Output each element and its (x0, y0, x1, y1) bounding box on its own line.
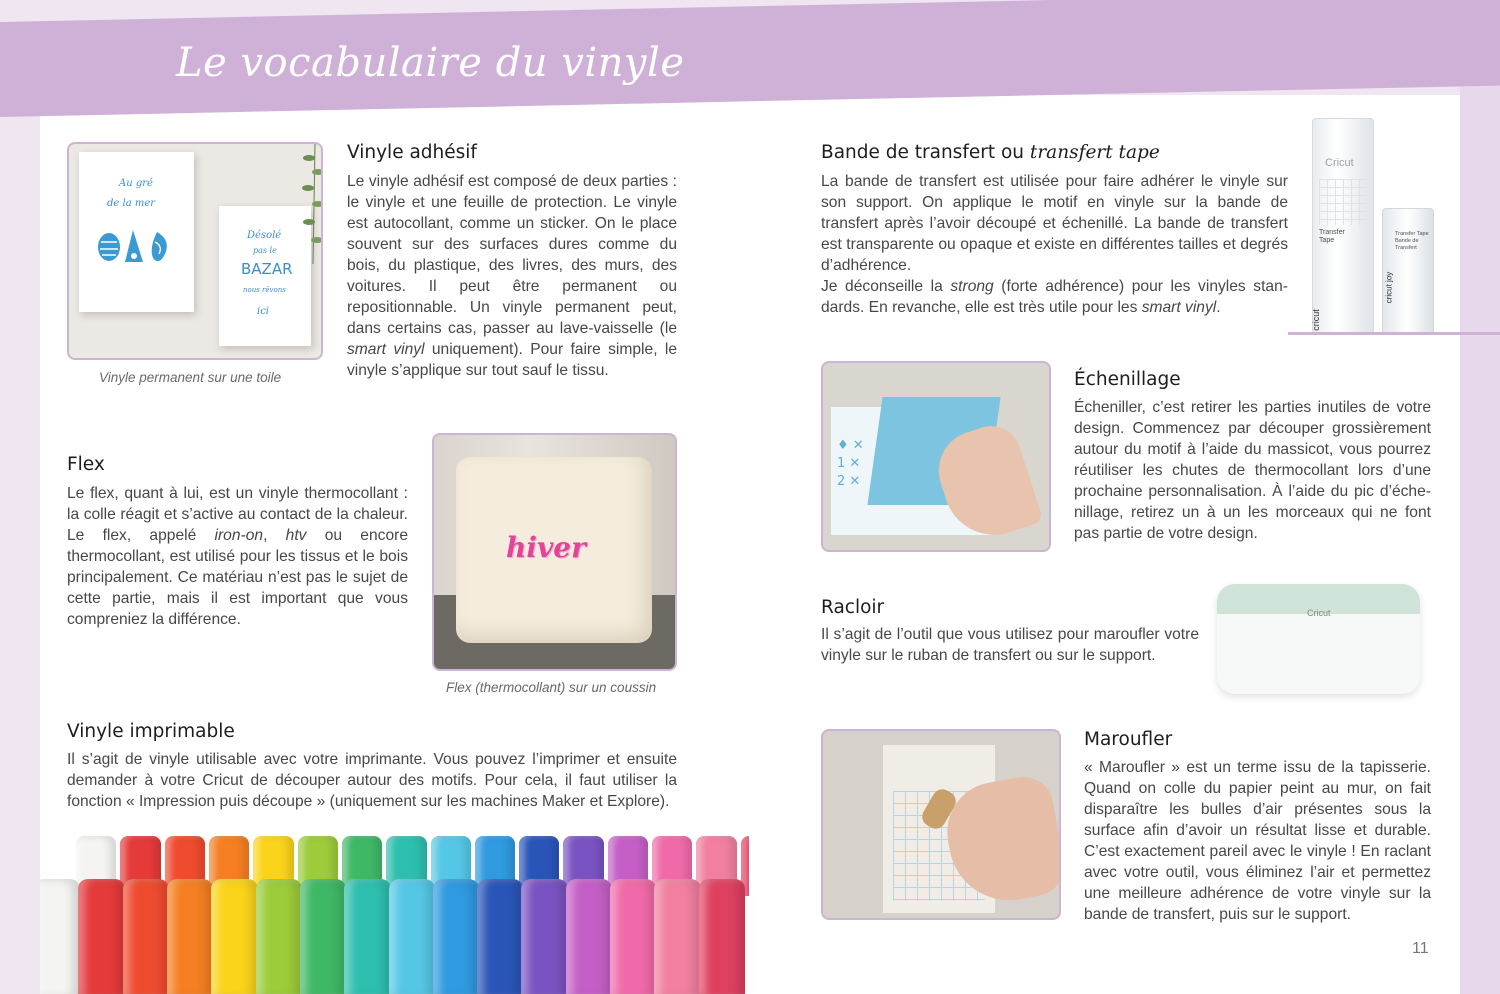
heading-maroufler: Maroufler (1084, 729, 1173, 750)
heading-bande-transfert (821, 142, 1160, 163)
transfer-tape-box-side: cricut (1310, 309, 1321, 331)
vinyl-roll-front (300, 879, 346, 994)
transfer-tape-divider (1288, 332, 1500, 335)
transfer-tape-product-photo (1300, 112, 1460, 334)
canvas-right-line4: nous rêvons (243, 286, 286, 294)
vinyl-roll-front (566, 879, 612, 994)
text-vinyle-imprimable: Il s’agit de vinyle utilisable avec votre imprimante. Vous pouvez l’imprimer et ensuite demander à votre Cricut de découper autour des motifs. Pour cela, il faut utiliser la fonction « Impression puis découpe » (uniquement sur les machines Maker et Explore). (67, 751, 677, 810)
vinyl-roll-front (78, 879, 124, 994)
transfer-tape-box-small-side: cricut joy (1384, 271, 1394, 304)
vinyl-roll-front (654, 879, 700, 994)
heading-vinyle-adhesif: Vinyle adhésif (347, 142, 477, 163)
text-flex: Le flex, quant à lui, est un vinyle thermocollant : la colle réagit et s’active au contact de la chaleur. Le flex, appelé iron-on, htv ou encore thermocollant, est utilisé pour les tissus et le bois principalement. Ce matériau n’est pas le sujet de cette partie, mais il est important que vous compreniez la différence. (67, 485, 408, 628)
vinyl-roll-front (40, 879, 80, 994)
transfer-tape-box-large (1312, 118, 1374, 334)
scraper-brand: Cricut (1307, 608, 1331, 618)
page-number: 11 (1412, 940, 1429, 957)
heading-bande-transfert-part1: Bande de transfert ou (821, 142, 1030, 163)
vinyl-roll-front (477, 879, 523, 994)
canvas-right (219, 206, 311, 346)
transfer-tape-box-grid (1319, 179, 1367, 225)
vinyl-roll-front (211, 879, 257, 994)
transfer-tape-box-small-label: Transfer Tape Bande de Transfert (1395, 231, 1429, 251)
heading-vinyle-imprimable: Vinyle imprimable (67, 721, 235, 742)
heading-bande-transfert-part2: transfert tape (1029, 142, 1160, 163)
canvas-right-line5: ici (257, 306, 269, 317)
caption-flex: Flex (thermocollant) sur un coussin (446, 680, 657, 695)
vinyl-roll-front (256, 879, 302, 994)
vinyl-roll-front (389, 879, 435, 994)
vinyl-roll-front (433, 879, 479, 994)
vinyl-roll-front (610, 879, 656, 994)
canvas-right-line2: pas le (253, 246, 277, 255)
vinyl-roll-front (123, 879, 169, 994)
weeding-letters: ♦ ✕ 1 ✕ 2 ✕ (837, 438, 864, 489)
canvas-right-line3: BAZAR (241, 260, 293, 278)
canvas-left (79, 152, 194, 312)
canvas-left-line2: de la mer (107, 198, 156, 209)
vinyl-rolls-front-row (40, 875, 749, 994)
text-maroufler: « Maroufler » est un terme issu de la tapisserie. Quand on colle du papier peint au mur, on fait disparaître les bulles d’air présentes sous la surface afin d’avoir un résultat lisse et durable. C’est exactement pareil avec le vinyle ! En raclant avec votre outil, vous éliminez l’air et permettez une meilleure adhérence de votre vinyle sur la bande de transfert, puis sur le support. (1084, 759, 1431, 923)
right-page-edge (1460, 80, 1500, 994)
vinyl-roll-front (344, 879, 390, 994)
page-title: Le vocabulaire du vinyle (176, 40, 685, 86)
heading-echenillage: Échenillage (1074, 369, 1181, 390)
pillow-text: hiver (506, 531, 586, 564)
scraper-tool-photo (1217, 584, 1420, 694)
vinyl-roll-front (521, 879, 567, 994)
heading-racloir: Racloir (821, 597, 885, 618)
transfer-tape-box-small (1382, 208, 1434, 334)
plant-leaves-icon (301, 144, 323, 264)
canvas-left-line1: Au gré (119, 178, 153, 189)
canvas-photo (67, 142, 323, 360)
vinyl-roll-front (167, 879, 213, 994)
shells-icon (91, 222, 183, 272)
burnishing-photo (821, 729, 1061, 920)
pillow-photo (432, 433, 677, 671)
text-bande-transfert: La bande de transfert est utilisée pour faire adhérer le vinyle sur son support. On applique le motif en vinyle sur la bande de transfert après l’avoir découpé et échenillé. La bande de transfert est transparente ou opaque et existe en différentes tailles et degrés d’adhérence. Je déconseille la strong (forte adhérence) pour les vinyles standards. En revanche, elle est très utile pour les smart vinyl. (821, 173, 1288, 316)
weeding-photo (821, 361, 1051, 552)
transfer-tape-box-label: Transfer Tape (1319, 229, 1345, 244)
canvas-right-line1: Désolé (247, 230, 282, 241)
text-echenillage: Écheniller, c’est retirer les parties inutiles de votre design. Commencez par découper grossièrement autour du motif à l’aide du massicot, vous pourrez réutiliser les chutes de thermocollant lors d’une prochaine personnalisation. À l’aide du pic d’échenillage, retirez un à un les morceaux qui ne font pas partie de votre design. (1074, 399, 1431, 542)
heading-flex: Flex (67, 454, 105, 475)
text-racloir: Il s’agit de l’outil que vous utilisez pour maroufler votre vinyle sur le ruban de transfert ou sur le support. (821, 626, 1199, 664)
vinyl-rolls-photo (40, 830, 749, 994)
vinyl-roll-front (699, 879, 745, 994)
transfer-tape-box-brand: Cricut (1325, 157, 1354, 169)
text-vinyle-adhesif: Le vinyle adhésif est composé de deux parties : le vinyle et une feuille de protection. Le vinyle est autocollant, comme un sticker. On le place souvent sur des surfaces dures comme du bois, du plastique, des livres, des murs, des voitures. Il peut être permanent ou repositionnable. Un vinyle permanent peut, dans certains cas, passer au lave-vaisselle (le smart vinyl uniquement). Pour faire simple, le vinyle s’applique sur tout sauf le tissu. (347, 173, 677, 379)
caption-vinyle-adhesif: Vinyle permanent sur une toile (99, 370, 282, 385)
